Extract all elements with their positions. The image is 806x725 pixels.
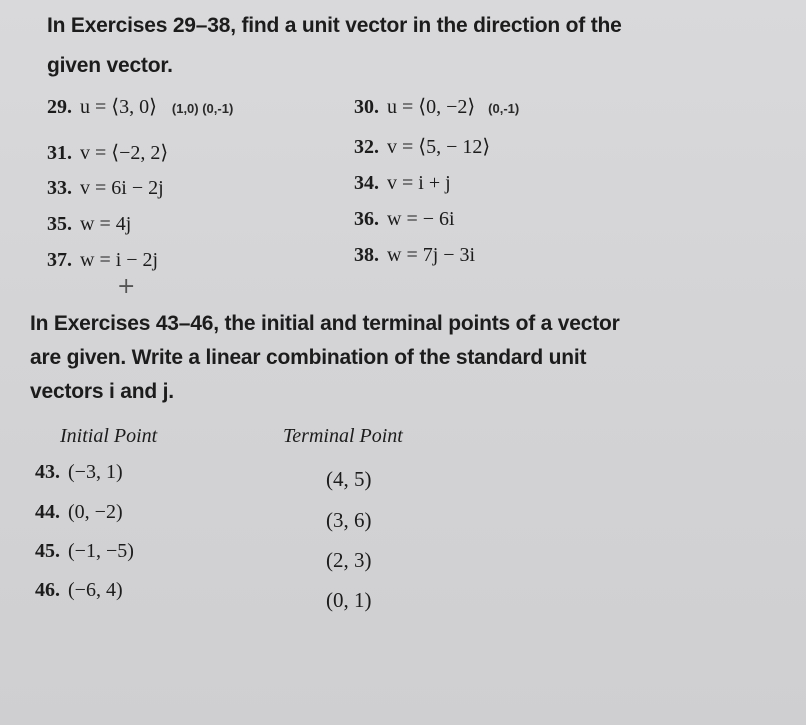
exercise-31 bbox=[47, 140, 168, 165]
exercise-number: 29. bbox=[47, 96, 72, 118]
exercise-expression: v = ⟨−2, 2⟩ bbox=[80, 142, 169, 164]
exercise-35 bbox=[47, 213, 131, 236]
exercise-expression: v = 6i − 2j bbox=[80, 177, 164, 199]
exercise-46-initial bbox=[35, 579, 123, 602]
exercise-expression: w = 7j − 3i bbox=[387, 244, 476, 266]
exercise-expression: w = 4j bbox=[80, 213, 132, 235]
exercise-29 bbox=[47, 94, 233, 119]
exercise-number: 37. bbox=[47, 249, 72, 271]
exercise-number: 35. bbox=[47, 213, 72, 235]
exercise-36 bbox=[354, 208, 455, 231]
exercise-number: 36. bbox=[354, 208, 379, 230]
exercise-expression: u = ⟨0, −2⟩ bbox=[387, 96, 476, 118]
exercise-44-initial bbox=[35, 501, 123, 524]
initial-point: (−6, 4) bbox=[68, 579, 123, 601]
section2-heading-line1: In Exercises 43–46, the initial and terminal points of a vector bbox=[30, 312, 620, 335]
initial-point: (−1, −5) bbox=[68, 540, 134, 562]
section2-heading-line2: are given. Write a linear combination of the standard unit bbox=[30, 346, 587, 369]
section2-heading-line3: vectors i and j. bbox=[30, 380, 174, 403]
exercise-34 bbox=[354, 172, 451, 195]
exercise-number: 44. bbox=[35, 501, 60, 523]
exercise-number: 43. bbox=[35, 461, 60, 483]
terminal-point-44: (3, 6) bbox=[326, 508, 372, 532]
exercise-number: 38. bbox=[354, 244, 379, 266]
terminal-point-46: (0, 1) bbox=[326, 588, 372, 612]
exercise-number: 31. bbox=[47, 142, 72, 164]
column-heading-initial: Initial Point bbox=[60, 425, 158, 447]
exercise-number: 32. bbox=[354, 136, 379, 158]
exercise-number: 33. bbox=[47, 177, 72, 199]
exercise-expression: w = i − 2j bbox=[80, 249, 159, 271]
plus-mark: + bbox=[117, 274, 136, 299]
exercise-33 bbox=[47, 177, 164, 200]
handwritten-note: (1,0) (0,-1) bbox=[171, 101, 234, 116]
exercise-expression: w = − 6i bbox=[387, 208, 455, 230]
section1-heading-line2: given vector. bbox=[47, 54, 173, 77]
exercise-38 bbox=[354, 244, 475, 267]
column-heading-terminal: Terminal Point bbox=[283, 425, 403, 447]
handwritten-note: (0,-1) bbox=[488, 101, 520, 116]
exercise-32 bbox=[354, 134, 490, 159]
exercise-expression: u = ⟨3, 0⟩ bbox=[80, 96, 157, 118]
exercise-number: 34. bbox=[354, 172, 379, 194]
exercise-number: 30. bbox=[354, 96, 379, 118]
exercise-37 bbox=[47, 249, 158, 272]
exercise-number: 45. bbox=[35, 540, 60, 562]
exercise-30 bbox=[354, 94, 519, 119]
exercise-number: 46. bbox=[35, 579, 60, 601]
exercise-expression: v = ⟨5, − 12⟩ bbox=[387, 136, 491, 158]
initial-point: (0, −2) bbox=[68, 501, 123, 523]
exercise-45-initial bbox=[35, 540, 134, 563]
exercise-43-initial bbox=[35, 461, 123, 484]
section1-heading-line1: In Exercises 29–38, find a unit vector in the direction of the bbox=[47, 14, 622, 37]
terminal-point-43: (4, 5) bbox=[326, 467, 372, 491]
exercise-expression: v = i + j bbox=[387, 172, 451, 194]
terminal-point-45: (2, 3) bbox=[326, 548, 372, 572]
initial-point: (−3, 1) bbox=[68, 461, 123, 483]
